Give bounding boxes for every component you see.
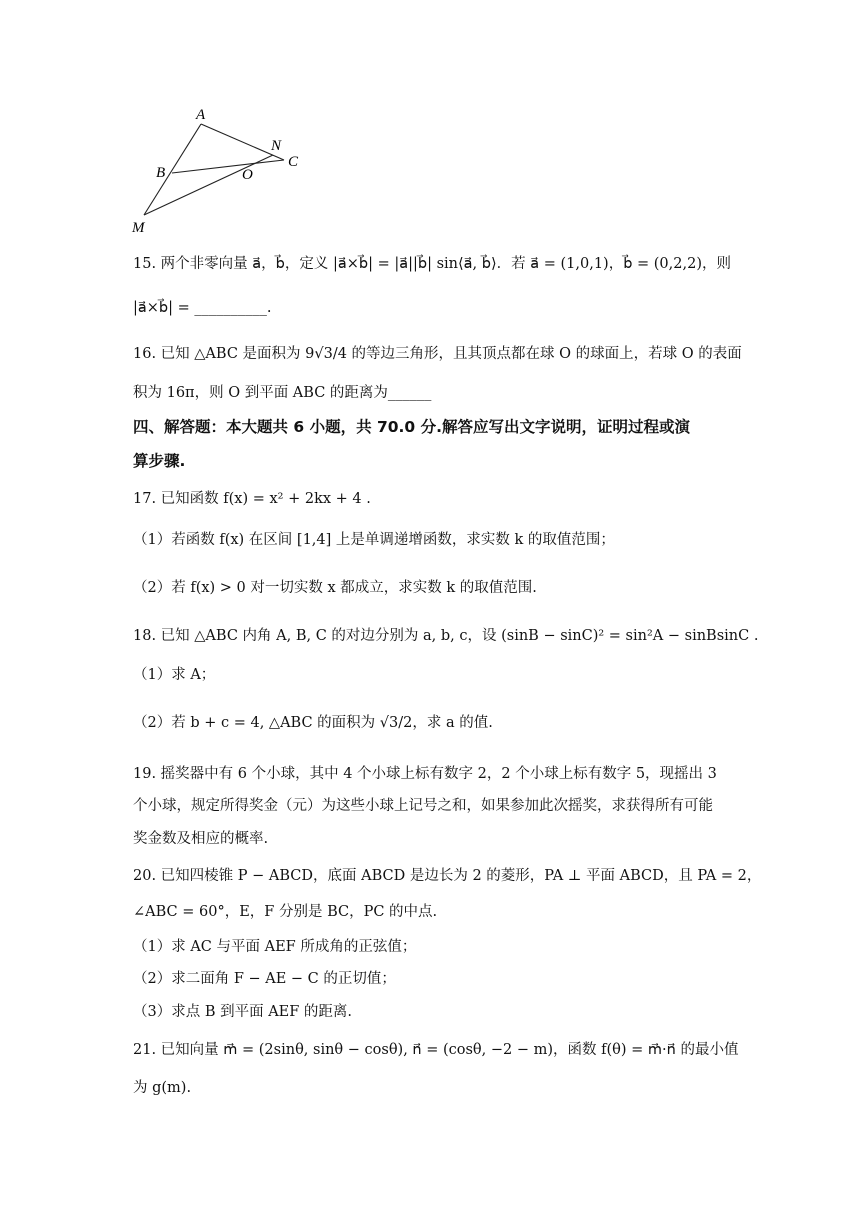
question-16-line-1: 16. 已知 △ABC 是面积为 9√3/4 的等边三角形，且其顶点都在球 O 的球面上，若球 O 的表面 — [133, 346, 742, 362]
label-n: N — [271, 138, 282, 154]
question-21-line-2: 为 g(m). — [133, 1080, 192, 1096]
question-20-line-2: ∠ABC = 60°，E，F 分别是 BC，PC 的中点. — [133, 904, 438, 920]
question-21-line-1: 21. 已知向量 m⃗ = (2sinθ, sinθ − cosθ), n⃗ = (cosθ, −2 − m)，函数 f(θ) = m⃗·n⃗ 的最小值 — [133, 1042, 739, 1058]
question-20-part-1: （1）求 AC 与平面 AEF 所成角的正弦值； — [133, 939, 417, 955]
question-18: 18. 已知 △ABC 内角 A, B, C 的对边分别为 a, b, c，设 (sinB − sinC)² = sin²A − sinBsinC . — [133, 628, 759, 644]
question-15-line-1: 15. 两个非零向量 a⃗，b⃗，定义 |a⃗×b⃗| = |a⃗||b⃗| sin⟨a⃗, b⃗⟩．若 a⃗ = (1,0,1)，b⃗ = (0,2,2)，则 — [133, 256, 731, 272]
question-15-line-2: |a⃗×b⃗| = __________. — [133, 300, 272, 316]
segment-bc — [172, 160, 284, 173]
question-19-line-1: 19. 摇奖器中有 6 个小球，其中 4 个小球上标有数字 2，2 个小球上标有数字 5，现摇出 3 — [133, 766, 717, 782]
question-17-part-2: （2）若 f(x) > 0 对一切实数 x 都成立，求实数 k 的取值范围. — [133, 580, 537, 596]
question-19-line-2: 个小球，规定所得奖金（元）为这些小球上记号之和，如果参加此次摇奖，求获得所有可能 — [133, 798, 713, 814]
question-17-part-1: （1）若函数 f(x) 在区间 [1,4] 上是单调递增函数，求实数 k 的取值范围； — [133, 532, 615, 548]
question-18-part-1: （1）求 A； — [133, 667, 216, 683]
question-17: 17. 已知函数 f(x) = x² + 2kx + 4 . — [133, 491, 371, 507]
triangle-figure — [130, 102, 310, 237]
label-o: O — [242, 167, 253, 183]
question-18-part-2: （2）若 b + c = 4, △ABC 的面积为 √3/2，求 a 的值. — [133, 715, 493, 731]
label-b: B — [156, 165, 166, 181]
question-19-line-3: 奖金数及相应的概率. — [133, 831, 269, 847]
label-a: A — [196, 107, 206, 123]
section-heading-line-1: 四、解答题：本大题共 6 小题，共 70.0 分.解答应写出文字说明，证明过程或演 — [133, 418, 691, 436]
question-20-part-3: （3）求点 B 到平面 AEF 的距离. — [133, 1004, 353, 1020]
question-16-line-2: 积为 16π，则 O 到平面 ABC 的距离为______ — [133, 385, 432, 401]
label-c: C — [288, 154, 299, 170]
question-20-part-2: （2）求二面角 F − AE − C 的正切值； — [133, 971, 396, 987]
question-20-line-1: 20. 已知四棱锥 P − ABCD，底面 ABCD 是边长为 2 的菱形，PA ⊥ 平面 ABCD，且 PA = 2， — [133, 868, 762, 884]
label-m: M — [132, 220, 145, 236]
section-heading-line-2: 算步骤. — [133, 452, 186, 470]
